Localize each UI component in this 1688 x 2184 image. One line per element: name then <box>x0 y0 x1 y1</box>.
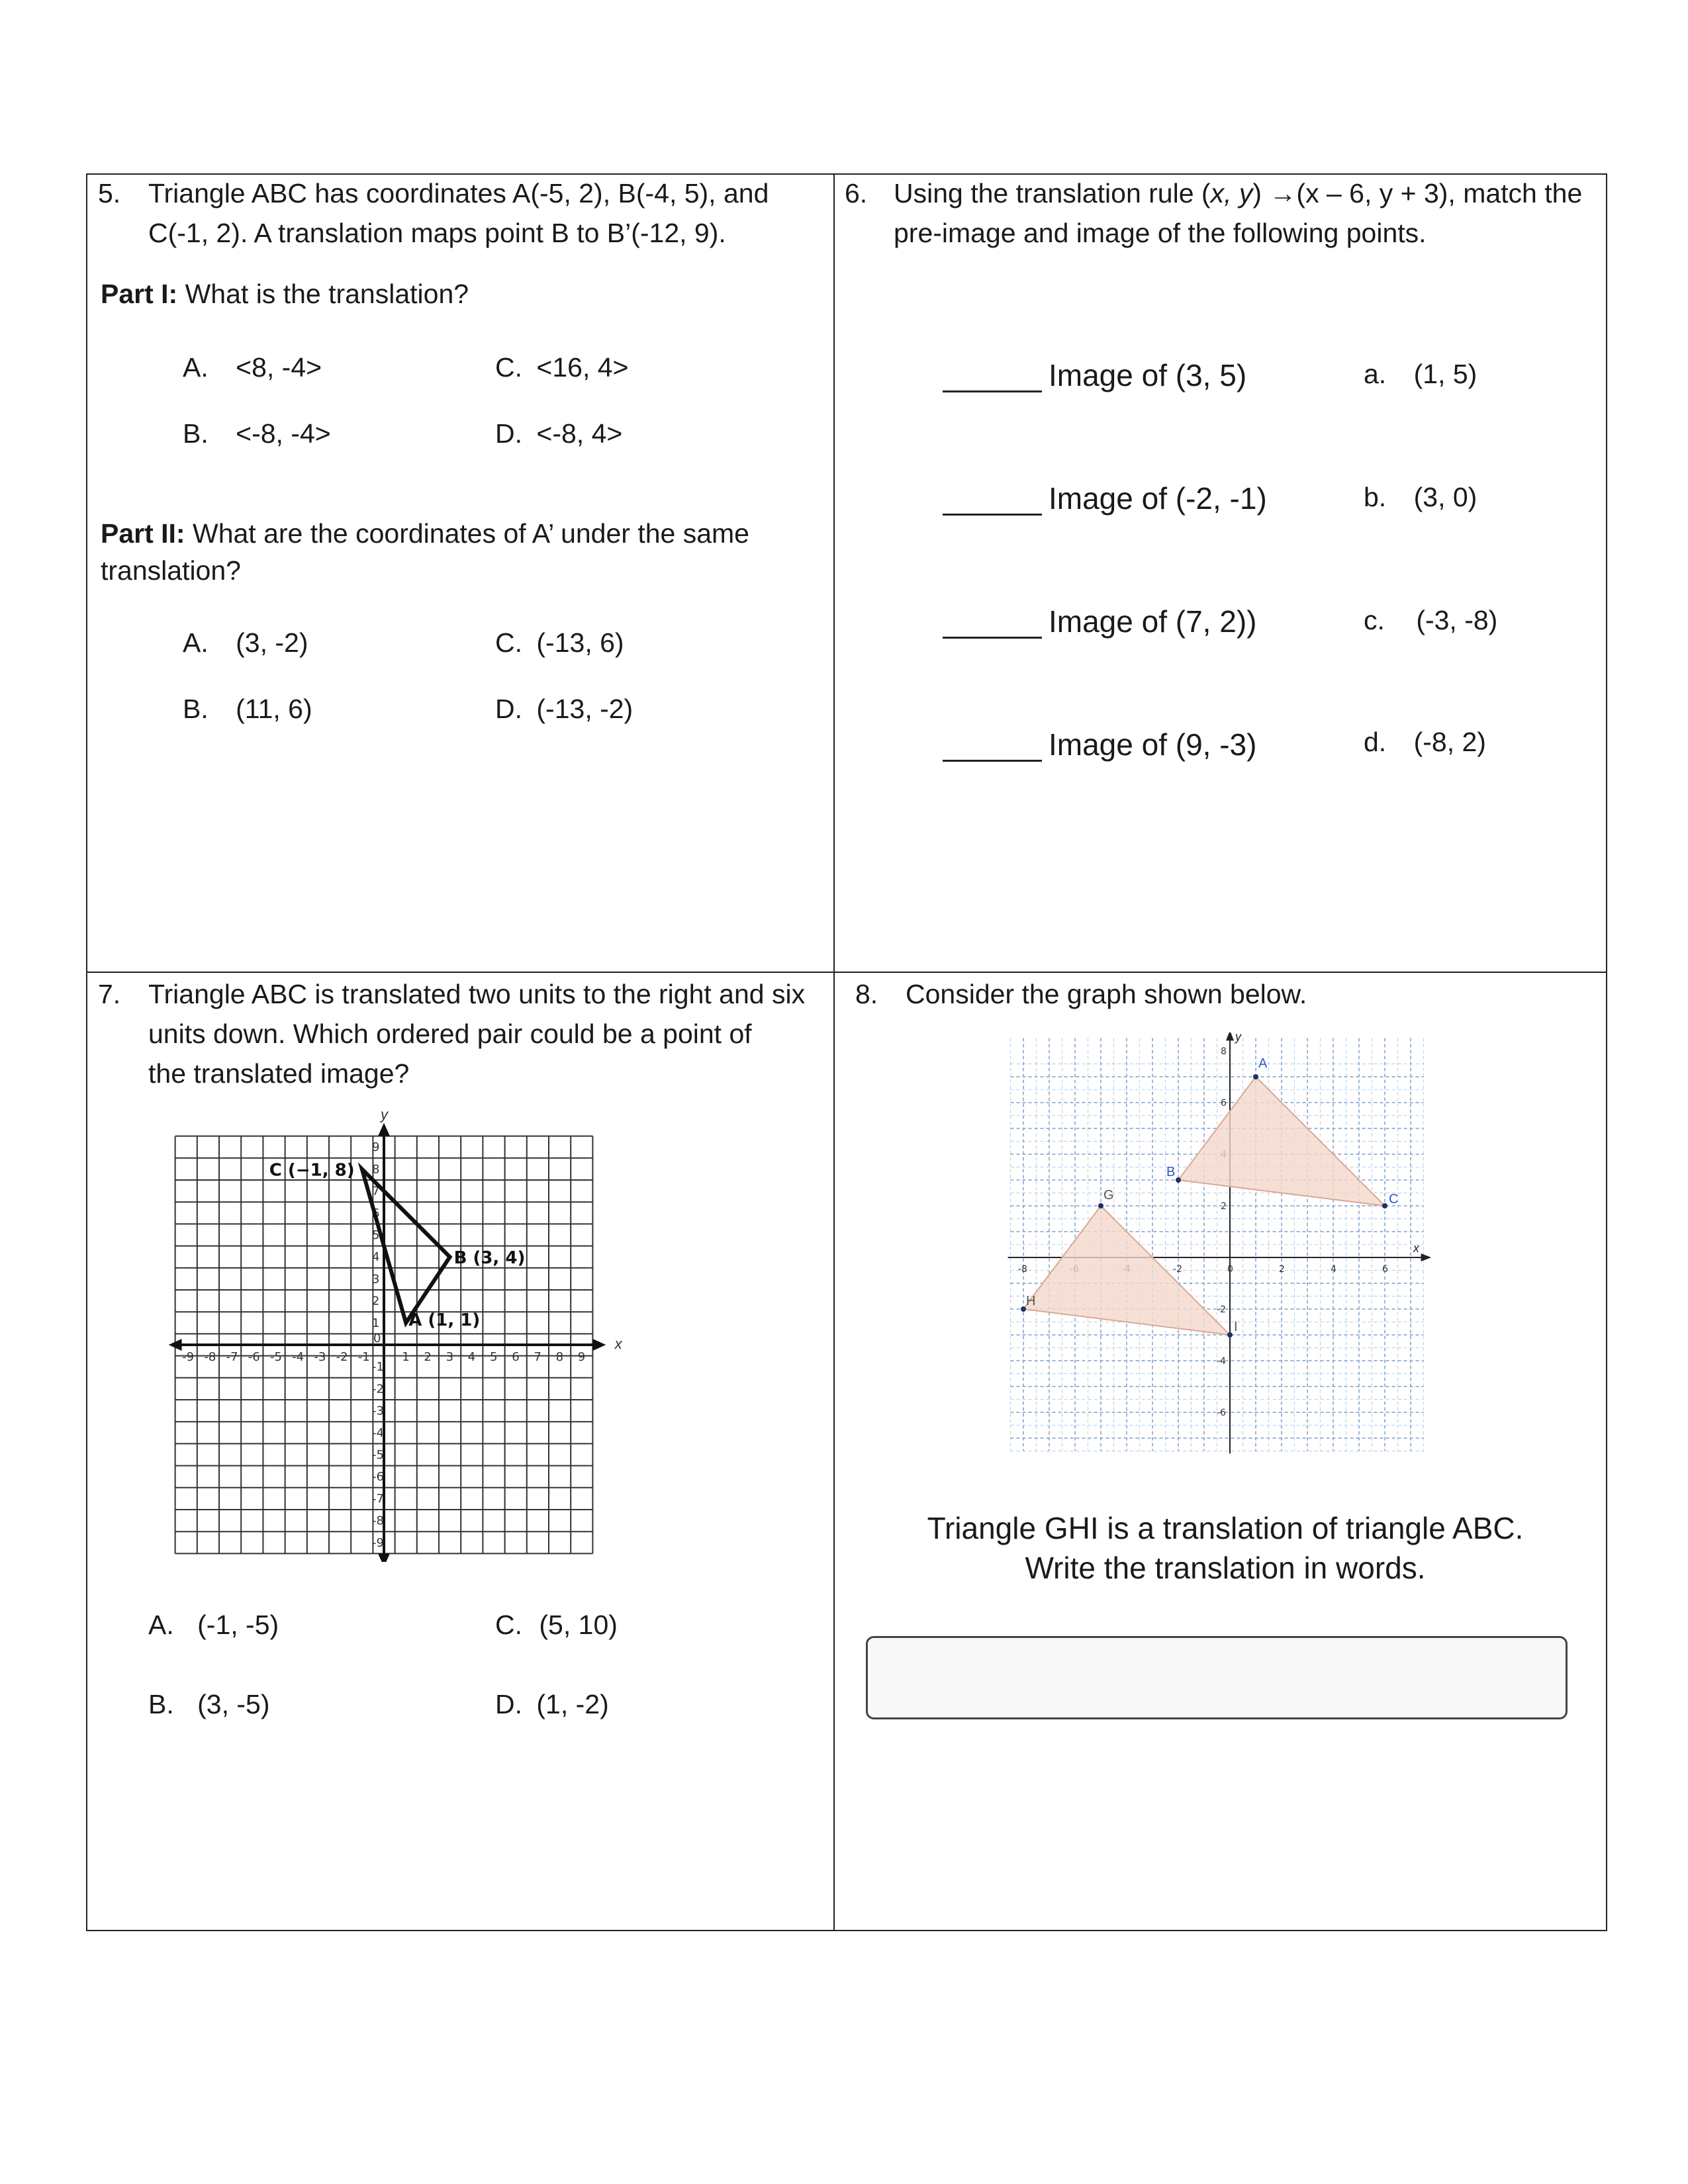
option-text: <8, -4> <box>236 352 322 383</box>
y-tick-label: -7 <box>372 1492 384 1506</box>
option-text: (1, -2) <box>536 1689 609 1719</box>
vertex-label-b: B <box>1166 1165 1176 1179</box>
y-tick-label: 8 <box>372 1162 380 1177</box>
option-letter: D. <box>495 694 522 724</box>
vertex-label-a: A (1, 1) <box>408 1310 481 1330</box>
option-letter: D. <box>495 418 522 449</box>
x-tick-label: -2 <box>1173 1264 1182 1275</box>
vertex-label-c: C <box>1389 1192 1399 1206</box>
option-letter: C. <box>495 1610 522 1640</box>
answer-blank-4[interactable] <box>943 760 1042 762</box>
part-2-prompt <box>101 514 749 553</box>
question-5-number: 5. <box>98 178 121 208</box>
x-tick-label: 1 <box>402 1350 410 1364</box>
question-6-text-line1 <box>894 173 1582 213</box>
option-text: <16, 4> <box>536 352 629 383</box>
answer-text: (-3, -8) <box>1416 605 1498 635</box>
part-2-option-b[interactable] <box>183 694 312 725</box>
answer-letter: c. <box>1364 605 1385 635</box>
part-2-text-line2: translation? <box>101 555 241 586</box>
answer-text: (3, 0) <box>1413 482 1477 512</box>
y-tick-label: 1 <box>372 1316 380 1330</box>
y-axis-arrow-up-icon <box>378 1123 390 1136</box>
q7-option-a[interactable] <box>148 1610 279 1641</box>
vertex-label-i: I <box>1234 1320 1238 1334</box>
part-2-option-c[interactable] <box>495 627 624 659</box>
y-axis-label: y <box>381 1106 388 1123</box>
x-tick-label: -9 <box>182 1350 195 1364</box>
y-tick-label: 8 <box>1221 1046 1227 1057</box>
question-8-number: 8. <box>855 979 878 1009</box>
match-answer-b <box>1364 482 1477 513</box>
part-1-option-c[interactable] <box>495 352 628 383</box>
x-axis-label: x <box>1413 1242 1419 1255</box>
y-tick-label: 4 <box>372 1250 380 1265</box>
option-letter: B. <box>148 1689 174 1719</box>
rule-xy: x, y <box>1210 178 1253 208</box>
x-tick-label: -8 <box>1018 1264 1027 1275</box>
rule-mid: ) <box>1252 178 1270 208</box>
match-item-1: Image of (3, 5) <box>1049 358 1247 392</box>
part-2-label: Part II: <box>101 518 185 549</box>
match-item-3: Image of (7, 2)) <box>1049 604 1257 639</box>
answer-letter: d. <box>1364 727 1387 757</box>
option-text: (3, -5) <box>197 1689 270 1719</box>
question-8-prompt: Consider the graph shown below. <box>906 979 1307 1009</box>
grid-vertical-divider <box>833 175 835 1930</box>
question-6-text-line2: pre-image and image of the following points. <box>894 218 1427 248</box>
rule-prefix: Using the translation rule ( <box>894 178 1211 208</box>
q7-option-b[interactable] <box>148 1689 270 1720</box>
answer-blank-1[interactable] <box>943 390 1042 392</box>
y-tick-label: -1 <box>372 1360 384 1375</box>
x-tick-label: 4 <box>1331 1264 1336 1275</box>
option-text: (3, -2) <box>236 627 308 658</box>
y-tick-label: -2 <box>372 1382 384 1396</box>
question-6-number: 6. <box>845 178 868 208</box>
option-letter: A. <box>183 627 209 658</box>
y-tick-label: 6 <box>1221 1098 1227 1109</box>
y-tick-label: -8 <box>372 1514 384 1528</box>
q7-option-d[interactable] <box>495 1689 609 1720</box>
x-tick-label: -2 <box>336 1350 348 1364</box>
match-item-4: Image of (9, -3) <box>1049 727 1257 762</box>
y-tick-label: 2 <box>372 1294 380 1308</box>
rule-text: (x – 6, y + 3), match the <box>1296 178 1583 208</box>
question-7-text-line2: units down. Which ordered pair could be a point of <box>148 1019 752 1049</box>
part-1-prompt <box>101 274 469 314</box>
y-tick-label: -5 <box>372 1448 384 1462</box>
x-tick-label: -8 <box>204 1350 216 1364</box>
question-7-text-line1: Triangle ABC is translated two units to the right and six <box>148 979 806 1009</box>
x-tick-label: -5 <box>270 1350 282 1364</box>
y-axis-arrow-down-icon <box>378 1553 390 1562</box>
answer-text: (1, 5) <box>1413 359 1477 389</box>
question-5-text-line2: C(-1, 2). A translation maps point B to B’(-12, 9). <box>148 218 726 248</box>
x-tick-label: 6 <box>1382 1264 1388 1275</box>
y-tick-label: -3 <box>372 1404 384 1418</box>
option-letter: C. <box>495 352 522 383</box>
part-1-text: What is the translation? <box>185 279 469 309</box>
y-tick-label: 6 <box>372 1206 380 1220</box>
option-text: (-13, -2) <box>536 694 633 724</box>
vertex-point-c <box>1382 1203 1387 1208</box>
x-tick-label: -4 <box>292 1350 305 1364</box>
y-tick-label: 5 <box>372 1228 380 1242</box>
y-tick-label: -6 <box>1217 1408 1226 1418</box>
x-tick-label: 3 <box>445 1350 454 1364</box>
option-text: <-8, 4> <box>536 418 623 449</box>
y-tick-label: -9 <box>372 1535 384 1550</box>
vertex-label-b: B (3, 4) <box>453 1248 526 1269</box>
y-tick-label: 7 <box>372 1184 380 1199</box>
part-2-option-a[interactable] <box>183 627 308 659</box>
x-tick-label: -7 <box>226 1350 238 1364</box>
match-answer-d <box>1364 727 1486 758</box>
x-tick-label: 2 <box>424 1350 432 1364</box>
x-tick-label: 6 <box>512 1350 520 1364</box>
x-tick-label: 4 <box>467 1350 476 1364</box>
vertex-label-g: G <box>1103 1188 1114 1203</box>
match-answer-c <box>1364 605 1497 636</box>
part-1-option-d[interactable] <box>495 418 622 449</box>
x-tick-label: 2 <box>1279 1264 1285 1275</box>
x-tick-label: 0 <box>1227 1264 1233 1275</box>
y-tick-label: -4 <box>372 1426 384 1440</box>
option-letter: B. <box>183 694 209 724</box>
y-tick-label: 2 <box>1221 1201 1227 1212</box>
q8-answer-box[interactable] <box>866 1636 1568 1719</box>
x-tick-label: -3 <box>314 1350 326 1364</box>
y-tick-label: 9 <box>372 1140 380 1155</box>
y-tick-label: 3 <box>372 1272 380 1287</box>
option-letter: A. <box>183 352 209 383</box>
grid-horizontal-divider <box>87 972 1606 973</box>
option-letter: B. <box>183 418 209 449</box>
option-letter: C. <box>495 627 522 658</box>
option-text: (11, 6) <box>236 694 312 724</box>
question-5-text-line1: Triangle ABC has coordinates A(-5, 2), B(-4, 5), and <box>148 178 769 208</box>
question-7-number: 7. <box>98 979 121 1009</box>
part-1-option-a[interactable] <box>183 352 322 383</box>
answer-blank-2[interactable] <box>943 514 1042 516</box>
vertex-point-a <box>1253 1074 1258 1079</box>
x-axis-arrow-right-icon <box>592 1339 606 1351</box>
x-axis-arrow-icon <box>1421 1253 1432 1261</box>
answer-letter: b. <box>1364 482 1387 512</box>
vertex-label-a: A <box>1258 1056 1268 1071</box>
answer-text: (-8, 2) <box>1413 727 1486 757</box>
arrow-right-icon: → <box>1269 178 1297 208</box>
x-tick-label: 9 <box>577 1350 586 1364</box>
x-tick-label: -6 <box>248 1350 260 1364</box>
y-tick-label: -4 <box>1217 1356 1226 1367</box>
match-answer-a <box>1364 359 1477 390</box>
x-axis-label: x <box>614 1336 622 1352</box>
x-tick-label: -1 <box>357 1350 370 1364</box>
vertex-point-h <box>1021 1306 1026 1312</box>
q8-caption-line1: Triangle GHI is a translation of triangle ABC. <box>927 1511 1524 1545</box>
x-tick-label: 8 <box>555 1350 564 1364</box>
part-1-option-b[interactable] <box>183 418 331 449</box>
match-item-2: Image of (-2, -1) <box>1049 481 1267 516</box>
part-2-text-line1: What are the coordinates of A’ under the same <box>193 518 749 549</box>
option-letter: D. <box>495 1689 522 1719</box>
answer-letter: a. <box>1364 359 1387 389</box>
origin-label: 0 <box>373 1332 381 1345</box>
option-text: (5, 10) <box>539 1610 618 1640</box>
y-tick-label: -2 <box>1217 1304 1226 1315</box>
q7-coordinate-graph <box>150 1085 633 1562</box>
vertex-label-h: H <box>1026 1294 1036 1308</box>
x-tick-label: 5 <box>490 1350 498 1364</box>
vertex-label-c: C (−1, 8) <box>269 1160 355 1181</box>
q7-option-c[interactable] <box>495 1610 618 1641</box>
answer-blank-3[interactable] <box>943 637 1042 639</box>
triangle-abc <box>1178 1077 1385 1206</box>
x-tick-label: 7 <box>534 1350 541 1364</box>
option-text: (-1, -5) <box>197 1610 279 1640</box>
q8-coordinate-graph <box>1006 1032 1450 1461</box>
y-axis-label: y <box>1235 1032 1241 1044</box>
question-7-text-line3: the translated image? <box>148 1058 410 1089</box>
part-1-label: Part I: <box>101 279 178 309</box>
vertex-point-i <box>1227 1332 1233 1338</box>
part-2-option-d[interactable] <box>495 694 633 725</box>
vertex-point-b <box>1176 1177 1181 1183</box>
option-text: (-13, 6) <box>536 627 624 658</box>
option-text: <-8, -4> <box>236 418 331 449</box>
y-tick-label: -6 <box>372 1470 384 1484</box>
vertex-point-g <box>1098 1203 1103 1208</box>
y-axis-arrow-icon <box>1226 1032 1234 1040</box>
option-letter: A. <box>148 1610 174 1640</box>
q8-caption-line2: Write the translation in words. <box>1025 1551 1426 1585</box>
